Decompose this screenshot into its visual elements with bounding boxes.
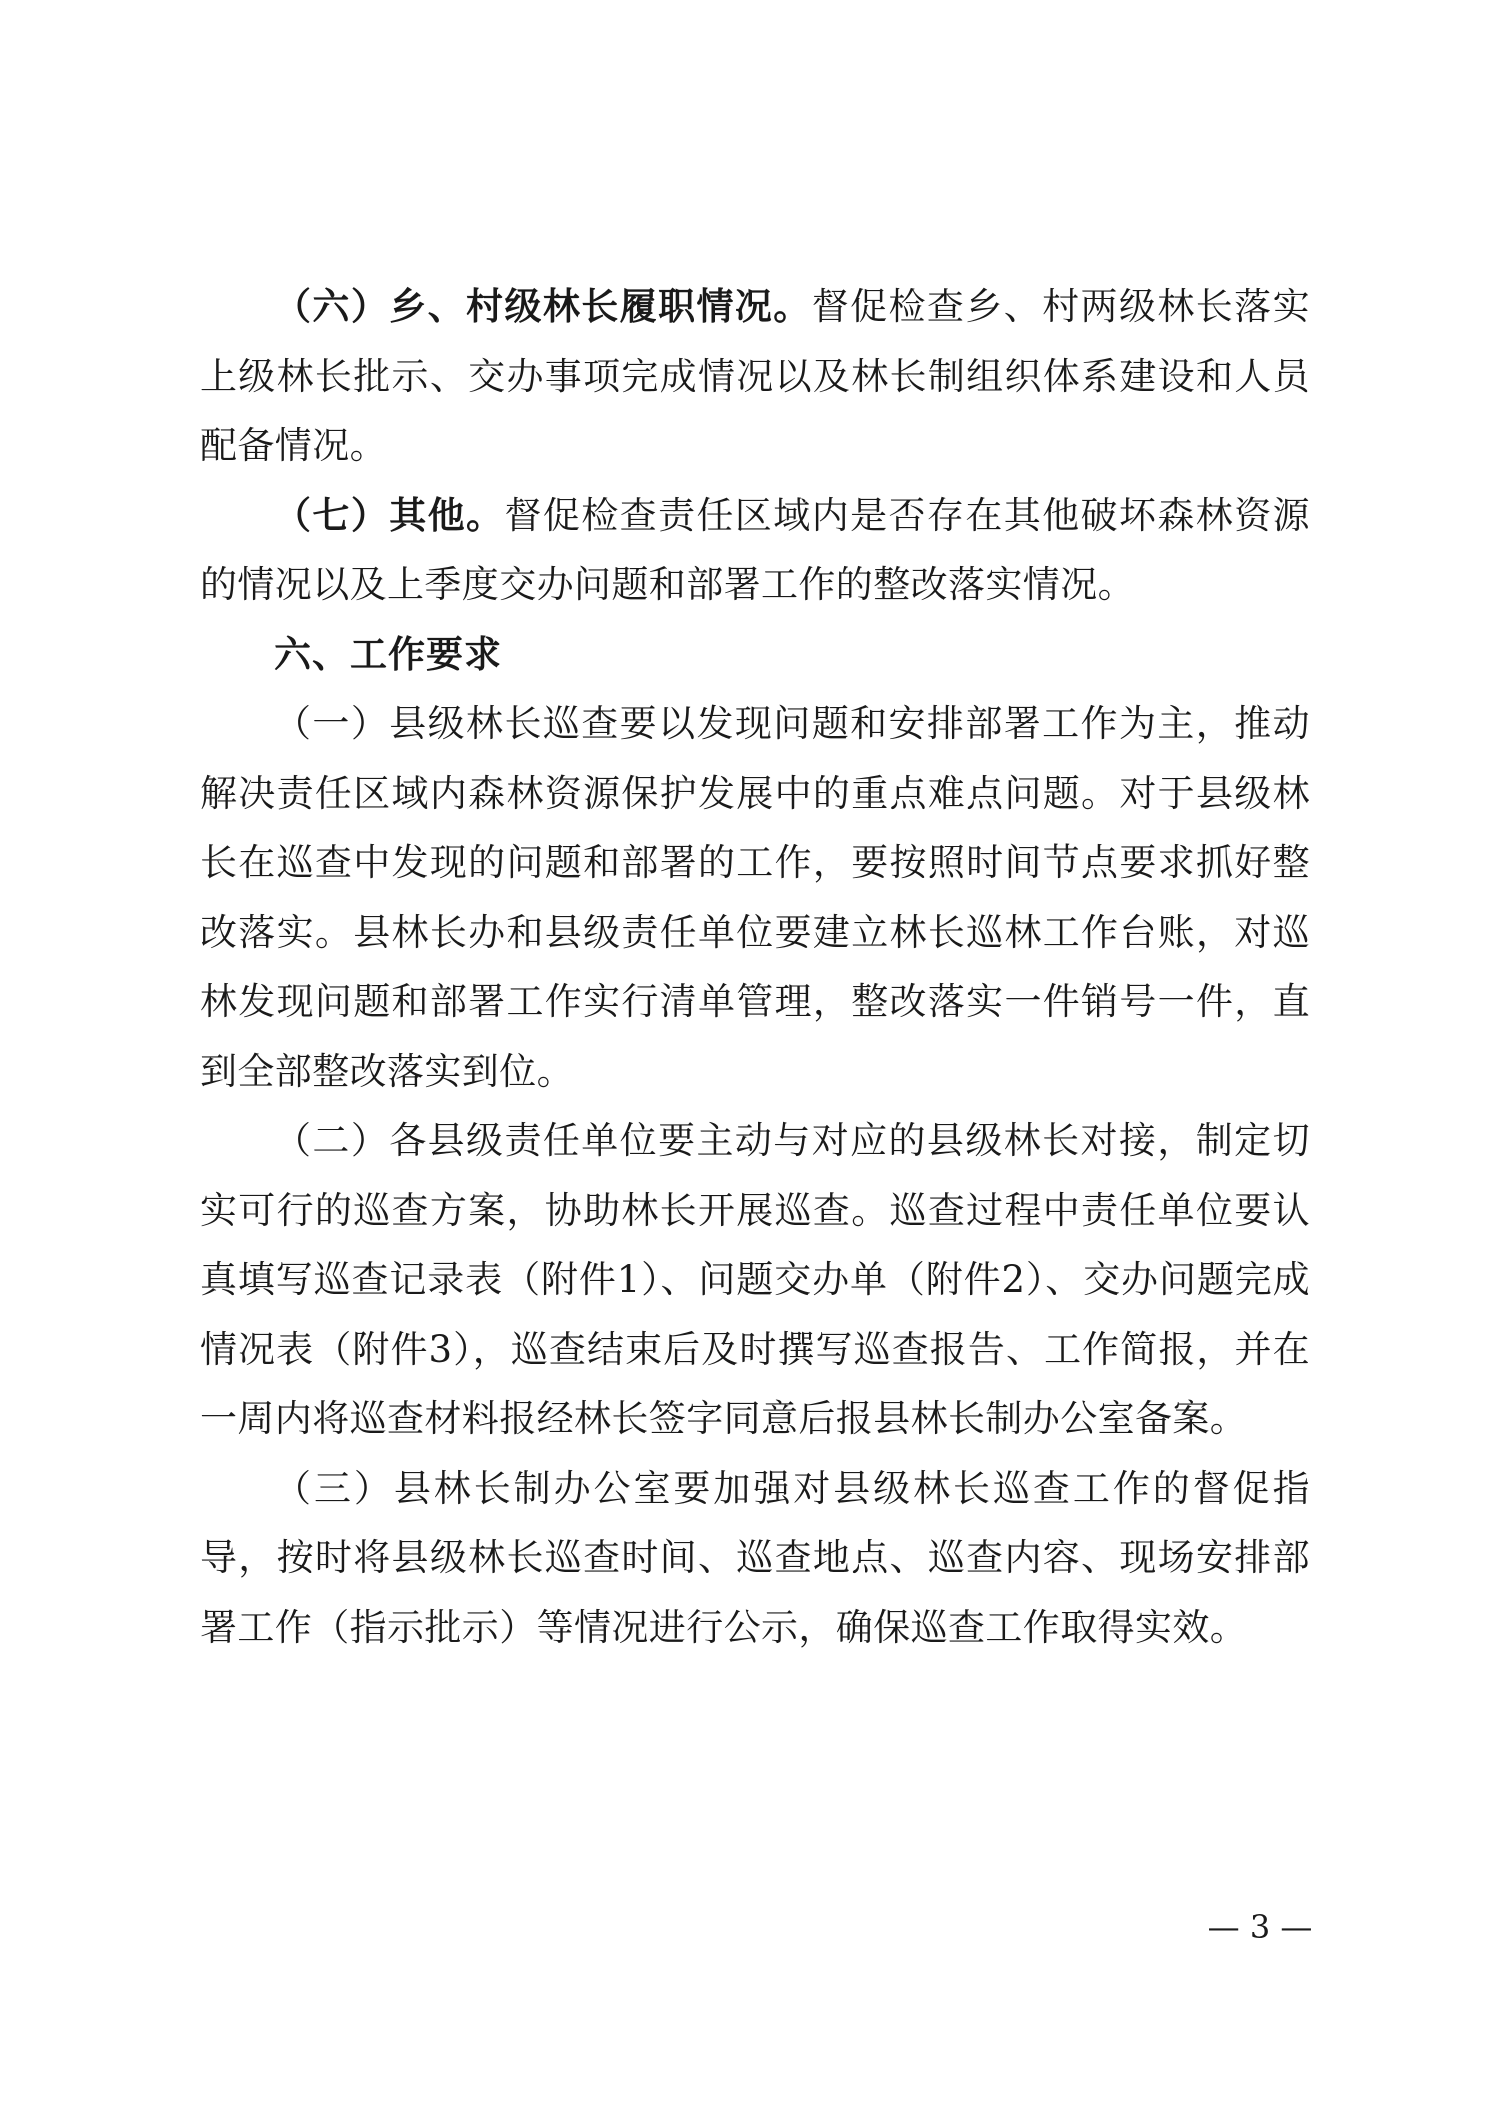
paragraph-text: 督促检查乡、村两级林长落实上级林长批示、交办事项完成情况以及林长制组织体系建设和人员配备情况。 bbox=[200, 285, 1310, 467]
requirement-3: （三）县林长制办公室要加强对县级林长巡查工作的督促指导，按时将县级林长巡查时间、巡查地点、巡查内容、现场安排部署工作（指示批示）等情况进行公示，确保巡查工作取得实效。 bbox=[200, 1466, 1310, 1649]
paragraph-lead: （六）乡、村级林长履职情况。 bbox=[274, 284, 812, 328]
page-number: — 3 — bbox=[1207, 1908, 1313, 1946]
document-body bbox=[200, 272, 1310, 1662]
requirement-1: （一）县级林长巡查要以发现问题和安排部署工作为主，推动解决责任区域内森林资源保护发展中的重点难点问题。对于县级林长在巡查中发现的问题和部署的工作，要按照时间节点要求抓好整改落实。县林长办和县级责任单位要建立林长巡林工作台账，对巡林发现问题和部署工作实行清单管理，整改落实一件销号一件，直到全部整改落实到位。 bbox=[200, 702, 1310, 1093]
requirement-2: （二）各县级责任单位要主动与对应的县级林长对接，制定切实可行的巡查方案，协助林长开展巡查。巡查过程中责任单位要认真填写巡查记录表（附件1）、问题交办单（附件2）、交办问题完成情况表（附件3），巡查结束后及时撰写巡查报告、工作简报，并在一周内将巡查材料报经林长签字同意后报县林长制办公室备案。 bbox=[200, 1119, 1310, 1440]
paragraph-lead: （七）其他。 bbox=[274, 492, 505, 537]
paragraph-text: 督促检查责任区域内是否存在其他破坏森林资源的情况以及上季度交办问题和部署工作的整改落实情况。 bbox=[200, 493, 1310, 606]
paragraph-other bbox=[200, 481, 1310, 620]
paragraph-township-village-forest-chief bbox=[200, 272, 1310, 481]
section-heading: 六、工作要求 bbox=[274, 632, 502, 676]
